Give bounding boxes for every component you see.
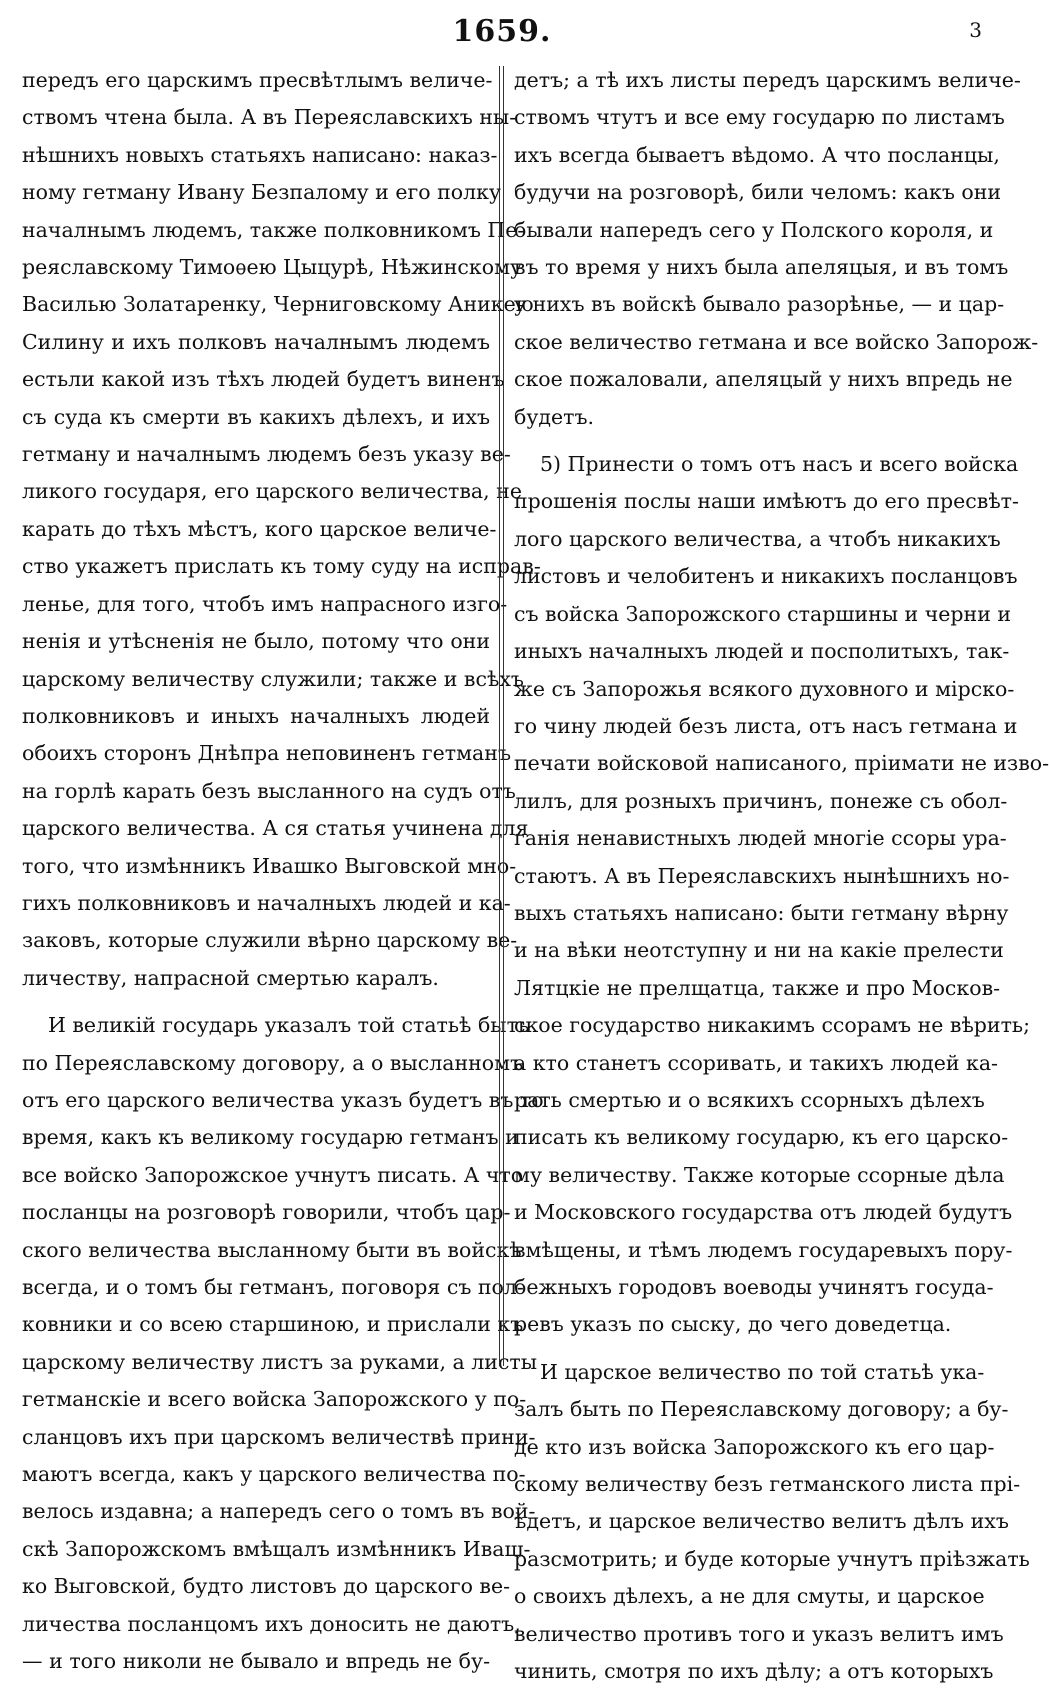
page-number: 3 [969, 18, 982, 42]
text-line: отъ его царского величества указъ будетъ въ то [22, 1087, 544, 1112]
text-line: обоихъ сторонъ Днѣпра неповиненъ гетманъ [22, 741, 511, 766]
text-line: ленье, для того, чтобъ имъ напрасного изго- [22, 591, 508, 616]
text-line: величество противъ того и указъ велитъ имъ [514, 1621, 1004, 1646]
text-line: маютъ всегда, какъ у царского величества по- [22, 1462, 526, 1487]
text-line: будетъ. [514, 404, 595, 429]
text-line: ѣдетъ, и царское величество велитъ дѣлъ ихъ [514, 1509, 1009, 1534]
text-line: вмѣщены, и тѣмъ людемъ государевыхъ пору- [514, 1237, 1013, 1262]
text-line: по Переяславскому договору, а о высланномъ [22, 1050, 524, 1075]
text-line: ненія и утѣсненія не было, потому что они [22, 629, 490, 654]
text-line: ствомъ чтена была. А въ Переяславскихъ ны- [22, 105, 517, 130]
text-line: ревъ указъ по сыску, до чего доведетца. [514, 1312, 952, 1337]
right-paragraph-3 [514, 1354, 1030, 1690]
right-column [514, 62, 1049, 1690]
text-line: съ суда къ смерти въ какихъ дѣлехъ, и ихъ [22, 404, 490, 429]
text-line: у нихъ въ войскѣ бывало разорѣнье, — и цар- [514, 292, 1005, 317]
text-line: время, какъ къ великому государю гетманъ и [22, 1125, 519, 1150]
text-line: заковъ, которые служили вѣрно царскому ве- [22, 928, 518, 953]
text-line: же съ Запорожья всякого духовного и мірско- [514, 676, 1015, 701]
text-line: въ то время у нихъ была апеляцыя, и въ томъ [514, 255, 1009, 280]
text-line: будучи на розговорѣ, били челомъ: какъ они [514, 180, 1002, 205]
text-line: И великій государь указалъ той статьѣ быть [48, 1013, 530, 1038]
text-line: му величеству. Также которые ссорные дѣла [514, 1162, 1005, 1187]
paragraph-gap [514, 436, 982, 446]
text-line: передъ его царскимъ пресвѣтлымъ величе- [22, 68, 493, 92]
text-line: залъ быть по Переяславскому договору; а бу- [514, 1397, 1009, 1422]
text-line: царскому величеству листъ за руками, а листы [22, 1349, 538, 1374]
text-line: листовъ и челобитенъ и никакихъ посланцовъ [514, 564, 1018, 589]
text-line: ковники и со всею старшиною, и прислали къ [22, 1312, 524, 1337]
paragraph-gap [514, 1344, 982, 1354]
left-paragraph-2 [22, 1007, 544, 1680]
text-line: ко Выговской, будто листовъ до царского ве- [22, 1574, 511, 1599]
text-line: печати войсковой написаного, пріимати не изво- [514, 751, 1049, 776]
text-line: бывали напередъ сего у Полского короля, и [514, 217, 994, 242]
text-line: бежныхъ городовъ воеводы учинятъ госуда- [514, 1275, 994, 1299]
text-line: реяславскому Тимоѳею Цыцурѣ, Нѣжинскому [22, 255, 523, 280]
text-line: лого царского величества, а чтобъ никакихъ [514, 526, 1001, 551]
text-line: съ войска Запорожского старшины и черни и [514, 601, 1012, 626]
text-line: го чину людей безъ листа, отъ насъ гетмана и [514, 713, 1018, 738]
text-line: иныхъ началныхъ людей и посполитыхъ, так- [514, 639, 1010, 664]
left-paragraph-1 [22, 62, 541, 997]
text-line: стаютъ. А въ Переяславскихъ нынѣшнихъ но- [514, 863, 1010, 888]
text-line: на горлѣ карать безъ высланного на судъ отъ [22, 778, 516, 803]
text-line: ствомъ чтутъ и все ему государю по листамъ [514, 105, 1005, 130]
text-line: скому величеству безъ гетманского листа прі- [514, 1472, 1021, 1497]
text-line: ликого государя, его царского величества, не [22, 479, 522, 504]
text-line: все войско Запорожское учнутъ писать. А что [22, 1162, 524, 1187]
text-line: ское величество гетмана и все войско Запорож- [514, 329, 1039, 354]
text-line: началнымъ людемъ, также полковникомъ Пе- [22, 217, 525, 242]
text-line: выхъ статьяхъ написано: быти гетману вѣрну [514, 900, 1009, 925]
text-line: де кто изъ войска Запорожского къ его цар- [514, 1434, 995, 1459]
text-line: ихъ всегда бываетъ вѣдомо. А что посланцы, [514, 142, 1000, 167]
text-line: личества посланцомъ ихъ доносить не даютъ, [22, 1611, 521, 1636]
text-line: гетману и началнымъ людемъ безъ указу ве- [22, 442, 511, 467]
text-line: ганія ненавистныхъ людей многіе ссоры ура- [514, 826, 1007, 851]
text-line: полковниковъ и иныхъ началныхъ людей [22, 703, 490, 728]
text-line: сланцовъ ихъ при царскомъ величествѣ прини- [22, 1424, 536, 1449]
text-line: того, что измѣнникъ Ивашко Выговской мно- [22, 853, 517, 878]
page-header-year: 1659. [452, 14, 552, 49]
text-line: естьли какой изъ тѣхъ людей будетъ виненъ [22, 367, 505, 392]
text-line: писать къ великому государю, къ его царско- [514, 1125, 1009, 1150]
text-line: гихъ полковниковъ и началныхъ людей и ка- [22, 890, 511, 915]
text-line: ское пожаловали, апеляцый у нихъ впредь не [514, 367, 1013, 392]
text-line: всегда, и о томъ бы гетманъ, поговоря съ пол- [22, 1275, 524, 1299]
right-paragraph-1 [514, 62, 1039, 436]
text-line: чинить, смотря по ихъ дѣлу; а отъ которыхъ [514, 1659, 994, 1684]
left-column [22, 62, 544, 1680]
text-line: карать до тѣхъ мѣстъ, кого царское величе- [22, 516, 497, 541]
text-line: о своихъ дѣлехъ, а не для смуты, и царское [514, 1584, 985, 1609]
text-line: ского величества высланному быти въ войскѣ [22, 1237, 522, 1262]
text-line: Василью Золатаренку, Черниговскому Аникею [22, 292, 534, 317]
text-line: нѣшнихъ новыхъ статьяхъ написано: наказ- [22, 142, 498, 167]
text-line: ское государство никакимъ ссорамъ не вѣрить; [514, 1013, 1031, 1038]
text-line: ному гетману Ивану Безпалому и его полку [22, 180, 501, 205]
text-line: разсмотрить; и буде которые учнутъ пріѣзжать [514, 1546, 1030, 1571]
text-line: — и того николи не бывало и впредь не бу- [22, 1649, 490, 1674]
text-line: Силину и ихъ полковъ началнымъ людемъ [22, 329, 490, 354]
text-line: рать смертью и о всякихъ ссорныхъ дѣлехъ [514, 1087, 985, 1112]
text-line: и на вѣки неотступну и ни на какіе прелести [514, 938, 1004, 963]
text-line: и Московского государства отъ людей будутъ [514, 1200, 1013, 1225]
text-line: скѣ Запорожскомъ вмѣщалъ измѣнникъ Иваш- [22, 1536, 531, 1561]
text-line: личеству, напрасной смертью каралъ. [22, 965, 439, 990]
text-line: ство укажетъ прислать къ тому суду на исправ- [22, 554, 541, 579]
text-line: велось издавна; а напередъ сего о томъ въ вой- [22, 1499, 536, 1524]
text-line: детъ; а тѣ ихъ листы передъ царскимъ величе- [514, 68, 1021, 92]
text-line: царскому величеству служили; также и всѣхъ [22, 666, 524, 691]
text-line: Лятцкіе не прелщатца, также и про Москов- [514, 975, 1001, 1000]
text-line: прошенія послы наши имѣютъ до его пресвѣт- [514, 489, 1019, 514]
paragraph-gap [22, 997, 490, 1007]
right-paragraph-2 [514, 446, 1049, 1344]
text-line: гетманскіе и всего войска Запорожского у по- [22, 1387, 527, 1412]
text-line: 5) Принести о томъ отъ насъ и всего войска [540, 452, 1019, 477]
text-line: а кто станетъ ссоривать, и такихъ людей ка- [514, 1050, 998, 1075]
text-line: царского величества. А ся статья учинена для [22, 816, 529, 841]
column-divider [499, 66, 504, 1366]
text-line: посланцы на розговорѣ говорили, чтобъ цар- [22, 1200, 511, 1225]
text-line: И царское величество по той статьѣ ука- [540, 1359, 985, 1384]
text-line: лилъ, для розныхъ причинъ, понеже съ обол- [514, 788, 1008, 813]
